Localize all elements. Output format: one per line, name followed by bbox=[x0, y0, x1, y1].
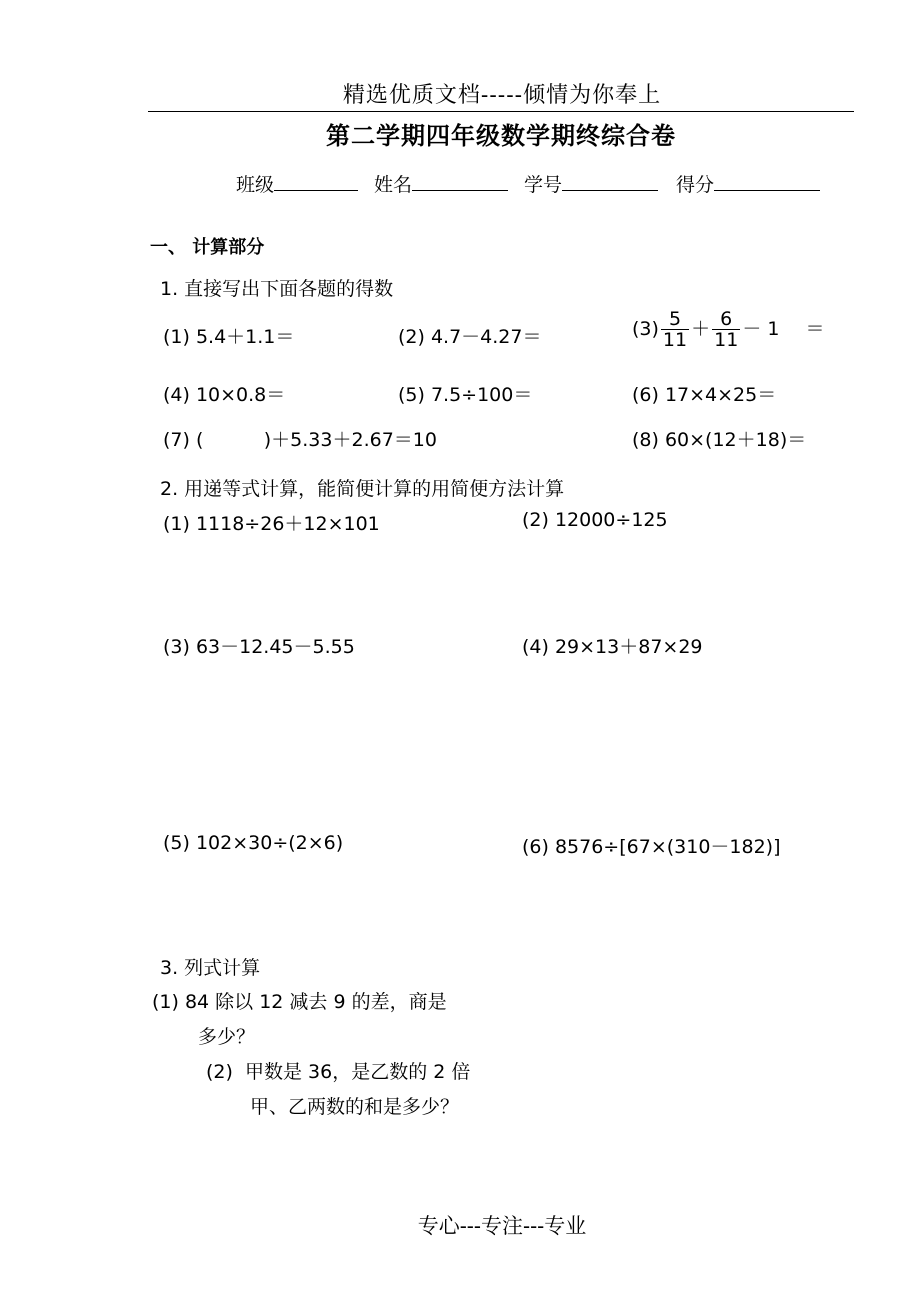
q3-problem-2-continued: 甲、乙两数的和是多少？ bbox=[250, 1096, 460, 1118]
q3-problem-2: (2) 甲数是 36，是乙数的 2 倍 bbox=[206, 1061, 471, 1083]
class-blank bbox=[274, 170, 358, 191]
q2-item: (2) 12000÷125 bbox=[522, 509, 668, 531]
plus-sign: ＋ bbox=[691, 318, 711, 340]
equals-sign: ＝ bbox=[805, 318, 825, 340]
student-number-blank bbox=[562, 170, 658, 191]
q2-item: (4) 29×13＋87×29 bbox=[522, 636, 703, 658]
name-field bbox=[374, 170, 508, 197]
fraction-numerator: 6 bbox=[712, 309, 740, 330]
q3-problem-1: (1) 84 除以 12 减去 9 的差，商是 bbox=[152, 991, 447, 1013]
name-label: 姓名 bbox=[374, 174, 413, 196]
q3-problem-1-continued: 多少？ bbox=[198, 1026, 256, 1048]
q2-item: (6) 8576÷[67×(310－182)] bbox=[522, 836, 781, 858]
q1-item: (6) 17×4×25＝ bbox=[632, 384, 777, 406]
q1-item-number: (3) bbox=[632, 318, 659, 340]
score-field bbox=[676, 170, 820, 197]
student-number-field bbox=[524, 170, 658, 197]
page-header: 精选优质文档-----倾情为你奉上 bbox=[342, 83, 662, 108]
fraction bbox=[661, 309, 689, 350]
q3-heading: 3. 列式计算 bbox=[160, 957, 261, 979]
subtract-term: － 1 bbox=[742, 318, 780, 340]
q2-heading: 2. 用递等式计算，能简便计算的用简便方法计算 bbox=[160, 478, 565, 500]
q1-item: (8) 60×(12＋18)＝ bbox=[632, 429, 807, 451]
fraction-denominator: 11 bbox=[662, 329, 688, 351]
score-label: 得分 bbox=[676, 174, 715, 196]
section-heading: 一、 计算部分 bbox=[150, 237, 265, 258]
fraction-numerator: 5 bbox=[661, 309, 689, 330]
q2-item: (3) 63－12.45－5.55 bbox=[163, 636, 355, 658]
q1-heading: 1. 直接写出下面各题的得数 bbox=[160, 278, 394, 300]
page-title: 第二学期四年级数学期终综合卷 bbox=[326, 122, 676, 150]
q2-item: (5) 102×30÷(2×6) bbox=[163, 832, 344, 854]
score-blank bbox=[714, 170, 820, 191]
q1-item: (4) 10×0.8＝ bbox=[163, 384, 286, 406]
name-blank bbox=[412, 170, 508, 191]
student-number-label: 学号 bbox=[524, 174, 563, 196]
q1-item-fraction bbox=[632, 309, 824, 350]
q2-item: (1) 1118÷26＋12×101 bbox=[163, 513, 380, 535]
class-field bbox=[236, 170, 358, 197]
header-divider bbox=[148, 111, 854, 112]
page-footer: 专心---专注---专业 bbox=[417, 1214, 587, 1238]
fraction-denominator: 11 bbox=[714, 329, 739, 351]
class-label: 班级 bbox=[236, 174, 275, 196]
q1-item: (1) 5.4＋1.1＝ bbox=[163, 326, 295, 348]
q1-item: (7) ( )＋5.33＋2.67＝10 bbox=[163, 429, 437, 451]
q1-item: (5) 7.5÷100＝ bbox=[398, 384, 533, 406]
q1-item: (2) 4.7－4.27＝ bbox=[398, 326, 542, 348]
fraction bbox=[712, 309, 740, 350]
